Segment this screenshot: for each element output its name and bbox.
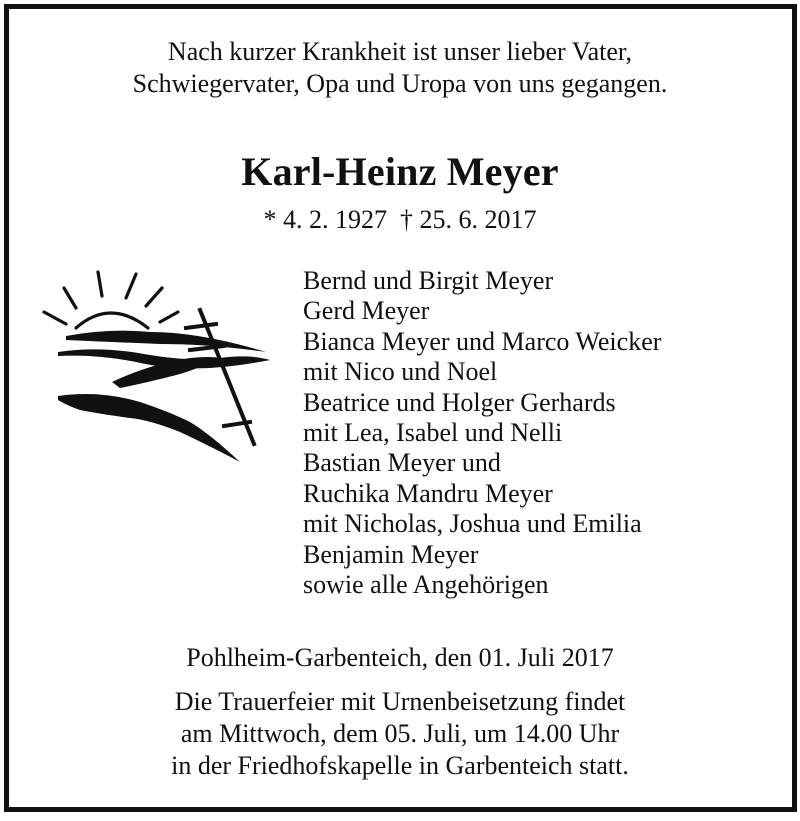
service-line-3: in der Friedhofskapelle in Garbenteich statt. xyxy=(171,751,629,780)
service-line-1: Die Trauerfeier mit Urnenbeisetzung findet xyxy=(174,687,626,716)
intro-line-2: Schwiegervater, Opa und Uropa von uns gegangen. xyxy=(132,69,668,98)
family-line: Bianca Meyer und Marco Weicker xyxy=(303,326,662,356)
family-line: Gerd Meyer xyxy=(303,296,430,326)
family-line: mit Lea, Isabel und Nelli xyxy=(303,418,563,448)
family-line: Bastian Meyer und xyxy=(303,448,501,478)
birth-date: * 4. 2. 1927 xyxy=(263,205,387,234)
death-date: † 25. 6. 2017 xyxy=(400,205,537,234)
family-line: mit Nico und Noel xyxy=(303,357,498,387)
intro-line-1: Nach kurzer Krankheit ist unser lieber Vater, xyxy=(167,37,633,66)
place-and-date: Pohlheim-Garbenteich, den 01. Juli 2017 xyxy=(186,643,614,672)
family-line: Beatrice und Holger Gerhards xyxy=(303,387,616,417)
family-line: Bernd und Birgit Meyer xyxy=(303,266,554,295)
sunset-cross-landscape-icon xyxy=(40,262,280,472)
deceased-name: Karl-Heinz Meyer xyxy=(241,149,559,194)
family-line: Benjamin Meyer xyxy=(303,539,479,569)
life-dates xyxy=(0,204,800,236)
family-line: Ruchika Mandru Meyer xyxy=(303,478,553,508)
service-line-2: am Mittwoch, dem 05. Juli, um 14.00 Uhr xyxy=(180,719,620,748)
intro-text xyxy=(0,36,800,100)
family-line: mit Nicholas, Joshua und Emilia xyxy=(303,509,642,539)
family-list xyxy=(303,266,661,600)
family-line: sowie alle Angehörigen xyxy=(303,570,549,600)
funeral-service-info xyxy=(0,686,800,782)
